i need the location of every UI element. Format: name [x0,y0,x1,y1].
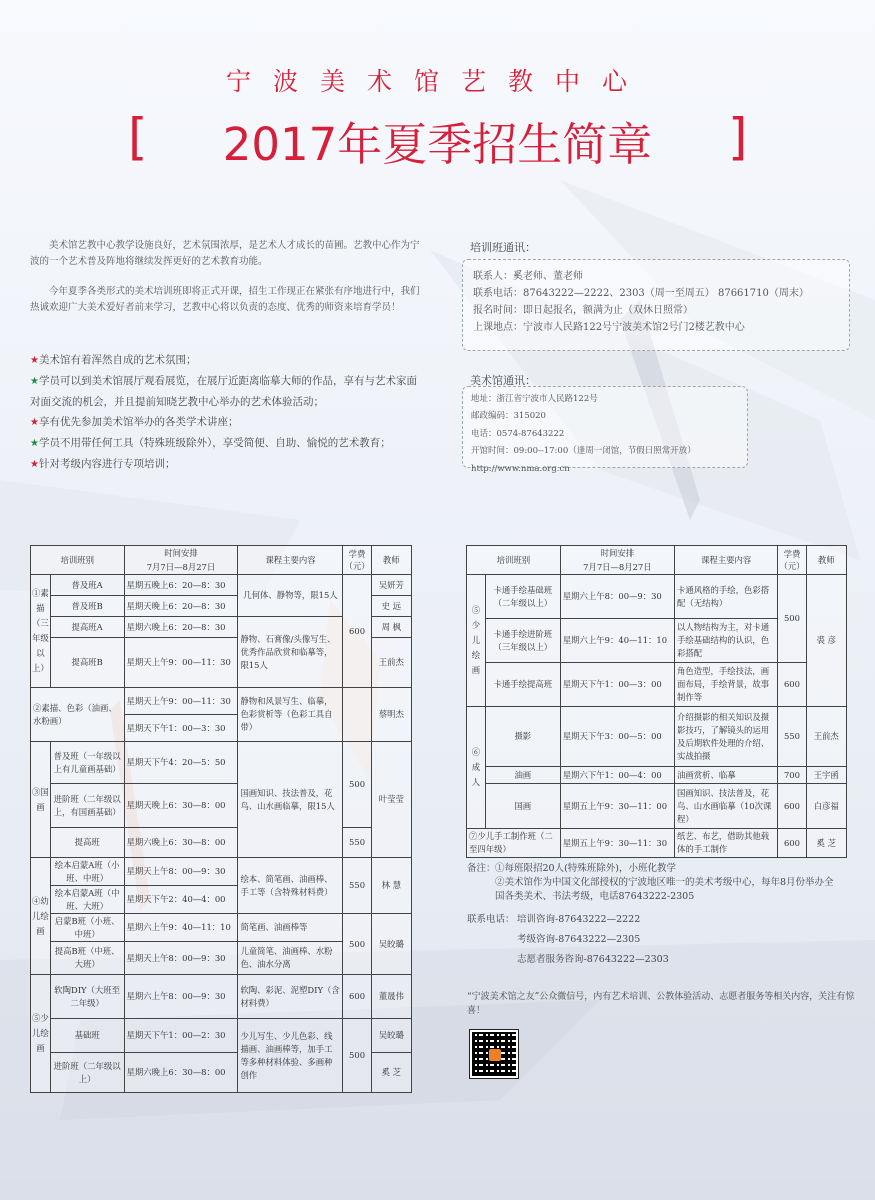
class-fee: 500 [343,914,371,975]
class-fee: 600 [343,575,371,688]
class-content: 油画赏析、临摹 [674,767,777,784]
class-teacher: 王前杰 [806,707,846,767]
class-time: 星期六晚上6：30—8：00 [124,828,238,858]
museum-line: 地址：浙江省宁波市人民路122号 [471,394,598,404]
subtitle: 宁波美术馆艺教中心 [225,67,649,96]
class-teacher: 白彦福 [806,784,846,829]
class-content: 角色造型，手绘技法，画面布局，手绘背景，故事制作等 [674,663,777,707]
class-fee: 500 [778,575,806,663]
class-name: 普及班A [50,575,124,596]
header-fee: 学费 （元） [343,546,371,575]
class-teacher: 奚 芝 [371,1053,411,1093]
group-label: ④幼儿绘画 [31,858,51,975]
class-time: 星期天上午9：00—11：30 [124,638,238,688]
class-name: 进阶班（二年级以上） [50,1053,124,1093]
class-name: 基础班 [50,1019,124,1053]
feature-item: ★学员可以到美术馆展厅观看展览，在展厅近距离临摹大师的作品，享有与艺术家面对面交流的机会，并且提前知晓艺教中心举办的艺术体验活动； [30,375,417,408]
class-teacher: 吴皎璐 [371,914,411,975]
class-fee: 500 [343,742,371,828]
museum-link[interactable]: http://www.nma.org.cn [471,463,570,474]
class-time: 星期六上午8：00—9：30 [124,975,238,1019]
class-content: 几何体、静物等，限15人 [238,575,343,617]
phone-exam: 考级咨询-87643222—2305 [517,934,641,945]
class-fee: 550 [778,707,806,767]
notes-label: 备注： [467,863,496,874]
class-name: 卡通手绘基础班（二年级以上） [485,575,560,619]
class-teacher: 王宇函 [806,767,846,784]
class-name: 卡通手绘提高班 [485,663,560,707]
class-teacher: 史 远 [371,596,411,617]
class-name: 油画 [485,767,560,784]
class-teacher: 林 慧 [371,858,411,914]
group-label: ③国画 [31,742,51,858]
group-label: ②素描、色彩（油画、水粉画） [31,688,125,742]
schedule-table-right [466,545,847,858]
group-label: ①素描（三年级以上） [31,575,51,688]
class-time: 星期六上午9：40—11：10 [560,619,674,663]
class-content: 静物和风景写生、临摹，色彩赏析等（色彩工具自带） [238,688,343,742]
class-time: 星期五上午9：30—11：00 [560,784,674,829]
phone-label: 联系电话： [467,914,515,925]
feature-list [30,350,425,475]
contact-line: 联系人：奚老师、董老师 [473,271,583,282]
class-time: 星期六晚上6：20—8：30 [124,617,238,638]
header-teacher: 教师 [371,546,411,575]
wechat-note: “宁波美术馆之友”公众微信号，内有艺术培训、公教体验活动、志愿者服务等相关内容，关注有惊喜！ [467,992,855,1016]
class-name: 提高班A [50,617,124,638]
class-teacher: 王前杰 [371,638,411,688]
class-teacher: 叶莹莹 [371,742,411,858]
museum-box [462,386,748,474]
class-time: 星期六上午9：40—11：10 [124,914,238,942]
class-content: 少儿写生、少儿色彩、线描画、油画棒等，加手工等多种材料体验、多画种创作 [238,1019,343,1093]
class-time: 星期天下午2：40—4：00 [124,886,238,914]
intro-paragraph-2: 今年夏季各类形式的美术培训班即将正式开课，招生工作现正在紧张有序地进行中，我们热诚欢迎广大美术爱好者前来学习，艺教中心将以负责的态度、优秀的师资来培育学员！ [30,286,420,313]
class-teacher: 奚 芝 [806,829,846,858]
museum-line: 电话：0574-87643222 [471,428,565,439]
class-content: 介绍摄影的相关知识及摄影技巧，了解镜头的运用及后期软件处理的介绍、实战拍摄 [674,707,777,767]
header-teacher: 教师 [806,546,846,575]
class-time: 星期五晚上6：20—8：30 [124,575,238,596]
class-fee: 600 [778,784,806,829]
contact-title: 培训班通讯： [470,241,536,254]
green-star-icon: ★ [30,376,39,387]
intro-paragraph-1: 美术馆艺教中心教学设施良好，艺术氛围浓厚，是艺术人才成长的苗圃。艺教中心作为宁波的一个艺术普及阵地将继续发挥更好的艺术教育功能。 [30,240,420,267]
feature-item: ★针对考级内容进行专项培训； [30,458,176,470]
note-2: ②美术馆作为中国文化部授权的宁波地区唯一的美术考级中心，每年8月份举办全国各类美术、书法考级，电话87643222-2305 [495,877,834,902]
schedule-table-left [30,545,412,1093]
class-fee: 600 [343,975,371,1019]
header-fee: 学费 （元） [778,546,806,575]
class-time: 星期天上午8：00—9：30 [124,942,238,975]
class-content: 静物、石膏像/头像写生、优秀作品欣赏和临摹等，限15人 [238,617,343,688]
class-fee: 550 [343,828,371,858]
class-time: 星期天下午1：00—3：00 [560,663,674,707]
class-content: 简笔画、油画棒等 [238,914,343,942]
class-content: 儿童简笔、油画棒、水粉色、油水分离 [238,942,343,975]
class-name: 提高班 [50,828,124,858]
class-time: 星期天下午1：00—2：30 [124,1019,238,1053]
class-fee: 500 [343,1019,371,1093]
class-time: 星期天下午4：20—5：50 [124,742,238,784]
header-period: 7月7日—8月27日 [560,560,674,575]
class-teacher: 周 枫 [371,617,411,638]
phone-training: 培训咨询-87643222—2222 [517,914,641,925]
class-time: 星期五上午9：30—11：30 [560,829,674,858]
header-content: 课程主要内容 [674,546,777,575]
feature-item: ★美术馆有着浑然自成的艺术氛围； [30,354,197,366]
class-teacher: 吴妍芳 [371,575,411,596]
class-time: 星期天下午1：00—3：30 [124,715,238,742]
contact-line: 报名时间：即日起报名，额满为止（双休日照常） [473,305,693,316]
phone-volunteer: 志愿者服务咨询-87643222—2303 [517,954,669,965]
page-title: 2017年夏季招生简章 [222,118,653,171]
class-fee: 600 [778,829,806,858]
class-name: 进阶班（二年级以上，有国画基础） [50,784,124,828]
group-label: ⑤少儿绘画 [31,975,51,1093]
class-time: 星期天晚上6：20—8：30 [124,596,238,617]
header-class: 培训班别 [467,546,561,575]
class-time: 星期天上午9：00—11：30 [124,688,238,715]
contact-line: 上课地点：宁波市人民路122号宁波美术馆2号门2楼艺教中心 [473,322,745,333]
header-period: 7月7日—8月27日 [124,560,238,575]
class-name: 国画 [485,784,560,829]
class-content: 卡通风格的手绘，色彩搭配（无结构） [674,575,777,619]
class-content: 绘本、简笔画、油画棒、手工等（含特殊材料费） [238,858,343,914]
class-name: 普及班（一年级以上有儿童画基础） [50,742,124,784]
class-fee: 550 [343,858,371,914]
museum-line: 开馆时间：09:00--17:00（逢周一闭馆，节假日照常开放） [471,446,696,457]
group-label: ⑦少儿手工制作班（二至四年级） [467,829,561,858]
class-teacher: 蔡明杰 [371,688,411,742]
class-time: 星期六晚上6：30—8：00 [124,1053,238,1093]
class-name: 软陶DIY（大班至二年级） [50,975,124,1019]
museum-line: 邮政编码：315020 [471,411,546,422]
museum-title: 美术馆通讯： [470,374,536,387]
feature-item: ★学员不用带任何工具（特殊班级除外），享受简便、自助、愉悦的艺术教育； [30,437,391,449]
class-time: 星期六上午8：00—9：30 [560,575,674,619]
red-star-icon: ★ [30,417,39,428]
class-name: 启蒙B班（小班、中班） [50,914,124,942]
class-name: 绘本启蒙A班（小班、中班） [50,858,124,886]
class-name: 绘本启蒙A班（中班、大班） [50,886,124,914]
class-fee: 700 [778,767,806,784]
class-time: 星期天上午8：00—9：30 [124,858,238,886]
class-time: 星期天下午3：00—5：00 [560,707,674,767]
class-name: 摄影 [485,707,560,767]
qr-logo-icon [489,1049,501,1061]
qr-code [470,1030,518,1078]
class-teacher: 吴皎璐 [371,1019,411,1053]
bracket-left: [ [128,108,148,166]
note-1: ①每班限招20人(特殊班除外)，小班化教学 [495,863,677,874]
feature-item: ★享有优先参加美术馆举办的各类学术讲座； [30,416,239,428]
contact-box [462,259,850,351]
red-star-icon: ★ [30,355,39,366]
class-time: 星期六下午1：00—4：00 [560,767,674,784]
class-content: 国画知识、技法普及，花鸟、山水画临摹，限15人 [238,742,343,858]
group-label: ⑥成人 [467,707,486,829]
bracket-right: ] [728,108,748,166]
red-star-icon: ★ [30,459,39,470]
group-label: ⑤少儿绘画 [467,575,486,707]
header-content: 课程主要内容 [238,546,343,575]
class-content: 软陶、彩泥、泥塑DIY（含材料费） [238,975,343,1019]
header-time: 时间安排 [560,546,674,561]
class-fee: 600 [778,663,806,707]
contact-line: 联系电话：87643222—2222、2303（周一至周五） 87661710（周末） [473,288,809,299]
class-name: 普及班B [50,596,124,617]
class-fee [343,688,371,742]
class-teacher: 董晟伟 [371,975,411,1019]
class-content: 以人物结构为主，对卡通手绘基础结构的认识，色彩搭配 [674,619,777,663]
class-teacher: 裘 彦 [806,575,846,707]
class-name: 提高班B [50,638,124,688]
green-star-icon: ★ [30,438,39,449]
class-name: 卡通手绘进阶班（三年级以上） [485,619,560,663]
class-content: 国画知识、技法普及，花鸟、山水画临摹（10次课程） [674,784,777,829]
class-time: 星期天晚上6：30—8：00 [124,784,238,828]
header-class: 培训班别 [31,546,125,575]
class-name: 提高B班（中班、大班） [50,942,124,975]
class-content: 纸艺、布艺，借助其他载体的手工制作 [674,829,777,858]
header-time: 时间安排 [124,546,238,561]
